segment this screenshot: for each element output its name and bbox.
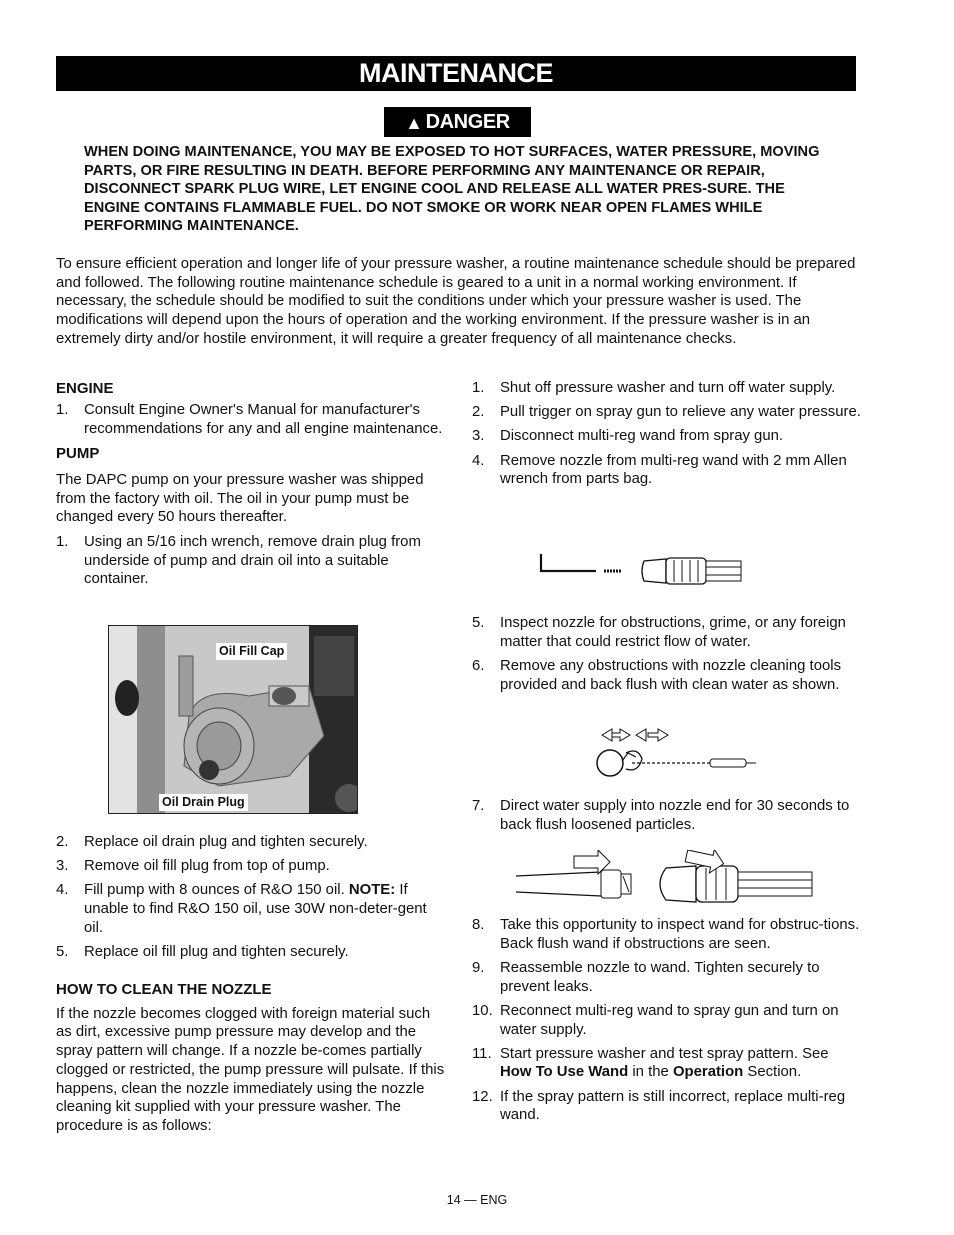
list-text: Shut off pressure washer and turn off water supply. — [500, 380, 836, 396]
nozzle-steps-a — [472, 379, 862, 489]
list-number: 2. — [56, 834, 69, 850]
list-item — [56, 881, 448, 937]
list-text: Reconnect multi-reg wand to spray gun and turn on water supply. — [500, 1002, 839, 1038]
list-item — [472, 797, 862, 834]
list-text: Pull trigger on spray gun to relieve any water pressure. — [500, 404, 861, 421]
oil-fill-cap-label: Oil Fill Cap — [216, 643, 287, 660]
list-number: 1. — [472, 380, 485, 396]
list-number: 8. — [472, 917, 485, 933]
pump-list-after — [56, 833, 448, 962]
nozzle-steps-b — [472, 614, 862, 694]
nozzle-steps-d — [472, 916, 862, 1125]
list-text: Inspect nozzle for obstructions, grime, or any foreign matter that could restrict flow of water. — [500, 615, 846, 650]
list-item — [56, 857, 448, 876]
list-item — [472, 916, 862, 953]
list-number: 9. — [472, 959, 485, 976]
list-item — [56, 943, 448, 962]
list-number: 1. — [56, 402, 69, 418]
right-column-mid — [472, 614, 862, 700]
list-text: Replace oil fill plug and tighten securely. — [84, 944, 349, 961]
nozzle-heading: HOW TO CLEAN THE NOZZLE — [56, 980, 272, 998]
pump-heading: PUMP — [56, 444, 100, 462]
list-text: Remove any obstructions with nozzle cleaning tools provided and back flush with clean water as shown. — [500, 657, 842, 693]
list-text: Disconnect multi-reg wand from spray gun. — [500, 428, 784, 445]
nozzle-cleaning-tool-figure — [590, 723, 760, 781]
list-number: 3. — [472, 428, 485, 445]
list-number: 5. — [472, 615, 485, 631]
list-item — [56, 833, 448, 852]
right-column-bottom — [472, 916, 862, 1131]
pump-photo — [108, 625, 358, 814]
list-number: 12. — [472, 1088, 493, 1105]
operation-ref: Operation — [672, 1064, 744, 1081]
list-item — [472, 959, 862, 996]
right-column-step7 — [472, 797, 862, 840]
pump-paragraph: The DAPC pump on your pressure washer was shipped from the factory with oil. The oil in your pump must be changed every 50 hours thereafter. — [56, 471, 424, 526]
list-text: If the spray pattern is still incorrect, replace multi-reg wand. — [500, 1088, 846, 1124]
allen-wrench-nozzle-figure — [536, 549, 746, 589]
list-text: Reassemble nozzle to wand. Tighten securely to prevent leaks. — [500, 959, 820, 995]
pump-list-after-wrap — [56, 833, 448, 1136]
list-item — [472, 614, 862, 651]
list-number: 5. — [56, 944, 69, 961]
list-text: Direct water supply into nozzle end for 30 seconds to back flush loosened particles. — [500, 798, 850, 833]
list-item — [472, 379, 862, 398]
nozzle-steps-c — [472, 797, 862, 834]
list-text: Take this opportunity to inspect wand for obstruc-tions. Back flush wand if obstructions are seen. — [500, 917, 860, 952]
warning-triangle-icon: ▲ — [405, 113, 423, 133]
list-item — [472, 1002, 862, 1039]
list-item — [472, 427, 862, 446]
oil-drain-plug-label: Oil Drain Plug — [159, 794, 248, 811]
danger-label: DANGER — [425, 111, 510, 133]
section-title-banner — [56, 56, 856, 91]
list-item — [56, 401, 448, 438]
list-number: 4. — [472, 452, 485, 469]
list-text: Section. — [743, 1064, 802, 1081]
list-number: 10. — [472, 1002, 493, 1019]
page-footer: 14 — ENG — [446, 1193, 508, 1207]
list-item — [472, 452, 862, 489]
list-number: 6. — [472, 657, 485, 674]
list-item — [472, 1088, 862, 1125]
list-text: Fill pump with 8 ounces of R&O 150 oil. — [84, 882, 349, 899]
pump-list-before — [56, 533, 448, 589]
section-title: MAINTENANCE — [359, 58, 553, 88]
list-text: If unable to find R&O 150 oil, use 30W non-deter-gent oil. — [84, 882, 427, 936]
note-label: NOTE: — [348, 882, 396, 899]
list-number: 3. — [56, 858, 69, 875]
list-text: Replace oil drain plug and tighten securely. — [84, 834, 368, 850]
nozzle-paragraph: If the nozzle becomes clogged with foreign material such as dirt, excessive pump pressure may develop and the spray pattern will change. If a nozzle be-comes partially clogged or restricted, the pump pressure will pulsate. If this happens, clean the nozzle immediately using the nozzle cleaning kit supplied with your pressure washer. The procedure is as follows: — [56, 1005, 445, 1134]
right-column-top — [472, 379, 862, 495]
list-item — [472, 657, 862, 694]
list-text: Start pressure washer and test spray pattern. See — [500, 1045, 829, 1062]
list-text: Consult Engine Owner's Manual for manufacturer's recommendations for any and all engine maintenance. — [84, 402, 443, 437]
list-text: Remove oil fill plug from top of pump. — [84, 858, 330, 875]
list-item — [56, 533, 448, 589]
danger-badge — [384, 107, 531, 137]
list-text: Using an 5/16 inch wrench, remove drain plug from underside of pump and drain oil into a suitable container. — [84, 534, 421, 588]
list-item — [472, 1045, 862, 1082]
engine-heading: ENGINE — [56, 380, 114, 397]
list-number: 2. — [472, 404, 485, 421]
left-column — [56, 379, 448, 595]
list-number: 1. — [56, 534, 69, 551]
list-number: 4. — [56, 882, 69, 899]
list-number: 7. — [472, 798, 485, 814]
list-text: Remove nozzle from multi-reg wand with 2 mm Allen wrench from parts bag. — [500, 452, 847, 488]
engine-list — [56, 401, 448, 438]
intro-paragraph: To ensure efficient operation and longer life of your pressure washer, a routine maintenance schedule should be prepared and followed. The following routine maintenance schedule is geared to a unit in a normal working environment. If necessary, the schedule should be modified to suit the conditions under which your pressure washer is used. The modifications will depend upon the hours of operation and the working environment. If the pressure washer is in an extremely dirty and/or hostile environment, it will require a greater frequency of all maintenance checks. — [56, 256, 856, 347]
list-number: 11. — [472, 1045, 492, 1062]
list-text: in the — [628, 1064, 673, 1081]
back-flush-figure — [516, 850, 816, 908]
danger-warning-text: WHEN DOING MAINTENANCE, YOU MAY BE EXPOSED TO HOT SURFACES, WATER PRESSURE, MOVING PARTS, OR FIRE RESULTING IN DEATH. BEFORE PERFORMING ANY MAINTENANCE OR REPAIR, DISCONNECT SPARK PLUG WIRE, LET ENGINE COOL AND RELEASE ALL WATER PRES-SURE. THE ENGINE CONTAINS FLAMMABLE FUEL. DO NOT SMOKE OR WORK NEAR OPEN FLAMES WHILE PERFORMING MAINTENANCE. — [84, 144, 820, 235]
how-to-use-wand-ref: How To Use Wand — [500, 1064, 629, 1081]
list-item — [472, 403, 862, 422]
